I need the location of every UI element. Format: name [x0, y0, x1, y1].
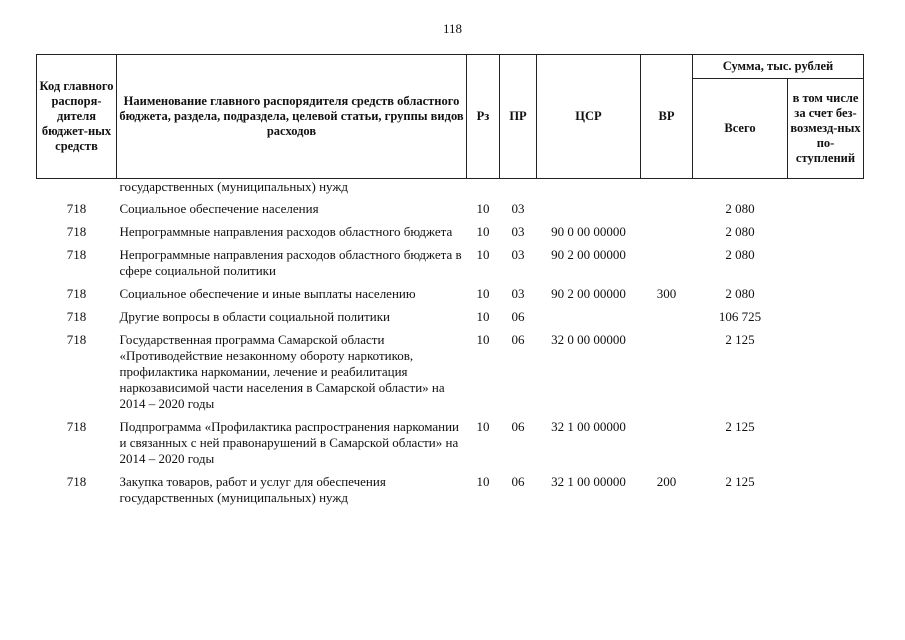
cell-pr: 06 [511, 474, 525, 489]
cell-total: 2 125 [725, 419, 755, 434]
table-row [37, 307, 864, 330]
continuation-row [37, 179, 864, 200]
cell-rz: 10 [476, 474, 490, 489]
cell-total: 2 125 [725, 332, 755, 347]
header-name: Наименование главного распорядителя средств областного бюджета, раздела, подраздела, целевой статьи, группы видов расходов [117, 55, 467, 179]
cell-code: 718 [66, 224, 87, 239]
header-code: Код главного распоря-дителя бюджет-ных средств [37, 55, 117, 179]
cell-pr: 06 [511, 309, 525, 324]
cell-pr: 03 [511, 286, 525, 301]
cell-csr: 32 0 00 00000 [551, 332, 626, 347]
cell-total: 2 080 [725, 286, 755, 301]
cell-name: Непрограммные направления расходов областного бюджета [119, 224, 453, 239]
cell-rz: 10 [476, 224, 490, 239]
cell-code: 718 [66, 332, 87, 347]
cell-rz: 10 [476, 419, 490, 434]
cell-csr: 32 1 00 00000 [551, 474, 626, 489]
cell-code: 718 [66, 201, 87, 216]
cell-gratuitous [788, 417, 864, 472]
header-total: Всего [693, 79, 788, 179]
cell-name: Социальное обеспечение и иные выплаты населению [119, 286, 416, 301]
table-row [37, 417, 864, 472]
header-pr: ПР [500, 55, 537, 179]
cell-code: 718 [66, 474, 87, 489]
table-row [37, 472, 864, 511]
cell-vr [641, 417, 693, 472]
cell-total: 2 080 [725, 247, 755, 262]
cell-rz: 10 [476, 309, 490, 324]
cell-csr: 90 2 00 00000 [551, 286, 626, 301]
cell-pr: 03 [511, 247, 525, 262]
cell-gratuitous [788, 245, 864, 284]
cell-name: Государственная программа Самарской области «Противодействие незаконному обороту наркотиков, профилактика наркомании, лечение и реабилитация наркозависимой части населения в Самарской области» на 2014 – 2020 годы [119, 332, 445, 411]
continuation-name: государственных (муниципальных) нужд [119, 179, 348, 194]
header-rz: Рз [467, 55, 500, 179]
header-csr: ЦСР [537, 55, 641, 179]
cell-vr [641, 330, 693, 417]
table-row [37, 245, 864, 284]
cell-gratuitous [788, 330, 864, 417]
cell-csr: 90 0 00 00000 [551, 224, 626, 239]
cell-name: Другие вопросы в области социальной политики [119, 309, 390, 324]
cell-gratuitous [788, 199, 864, 222]
header-amount-group: Сумма, тыс. рублей [693, 55, 864, 79]
cell-pr: 03 [511, 201, 525, 216]
cell-csr: 32 1 00 00000 [551, 419, 626, 434]
cell-vr: 300 [656, 286, 677, 301]
cell-code: 718 [66, 286, 87, 301]
header-gratuitous: в том числе за счет без-возмезд-ных по-ступлений [788, 79, 864, 179]
cell-pr: 06 [511, 332, 525, 347]
cell-name: Подпрограмма «Профилактика распространения наркомании и связанных с ней правонарушений в Самарской области» на 2014 – 2020 годы [119, 419, 460, 466]
cell-total: 2 080 [725, 201, 755, 216]
cell-vr [641, 307, 693, 330]
cell-rz: 10 [476, 247, 490, 262]
cell-rz: 10 [476, 201, 490, 216]
cell-total: 2 125 [725, 474, 755, 489]
cell-code: 718 [66, 419, 87, 434]
table-row [37, 330, 864, 417]
cell-vr [641, 245, 693, 284]
budget-table [36, 54, 864, 511]
page-number: 118 [442, 21, 463, 36]
table-row [37, 222, 864, 245]
table-row [37, 284, 864, 307]
cell-vr [641, 199, 693, 222]
cell-gratuitous [788, 472, 864, 511]
table-row [37, 199, 864, 222]
cell-rz: 10 [476, 286, 490, 301]
cell-pr: 03 [511, 224, 525, 239]
cell-gratuitous [788, 222, 864, 245]
cell-gratuitous [788, 307, 864, 330]
cell-vr: 200 [656, 474, 677, 489]
cell-pr: 06 [511, 419, 525, 434]
cell-rz: 10 [476, 332, 490, 347]
cell-name: Социальное обеспечение населения [119, 201, 319, 216]
cell-vr [641, 222, 693, 245]
cell-code: 718 [66, 309, 87, 324]
cell-csr: 90 2 00 00000 [551, 247, 626, 262]
cell-total: 106 725 [718, 309, 762, 324]
cell-name: Закупка товаров, работ и услуг для обеспечения государственных (муниципальных) нужд [119, 474, 386, 505]
cell-csr [537, 307, 641, 330]
cell-name: Непрограммные направления расходов областного бюджета в сфере социальной политики [119, 247, 462, 278]
cell-total: 2 080 [725, 224, 755, 239]
cell-code: 718 [66, 247, 87, 262]
header-vr: ВР [641, 55, 693, 179]
cell-gratuitous [788, 284, 864, 307]
cell-csr [537, 199, 641, 222]
